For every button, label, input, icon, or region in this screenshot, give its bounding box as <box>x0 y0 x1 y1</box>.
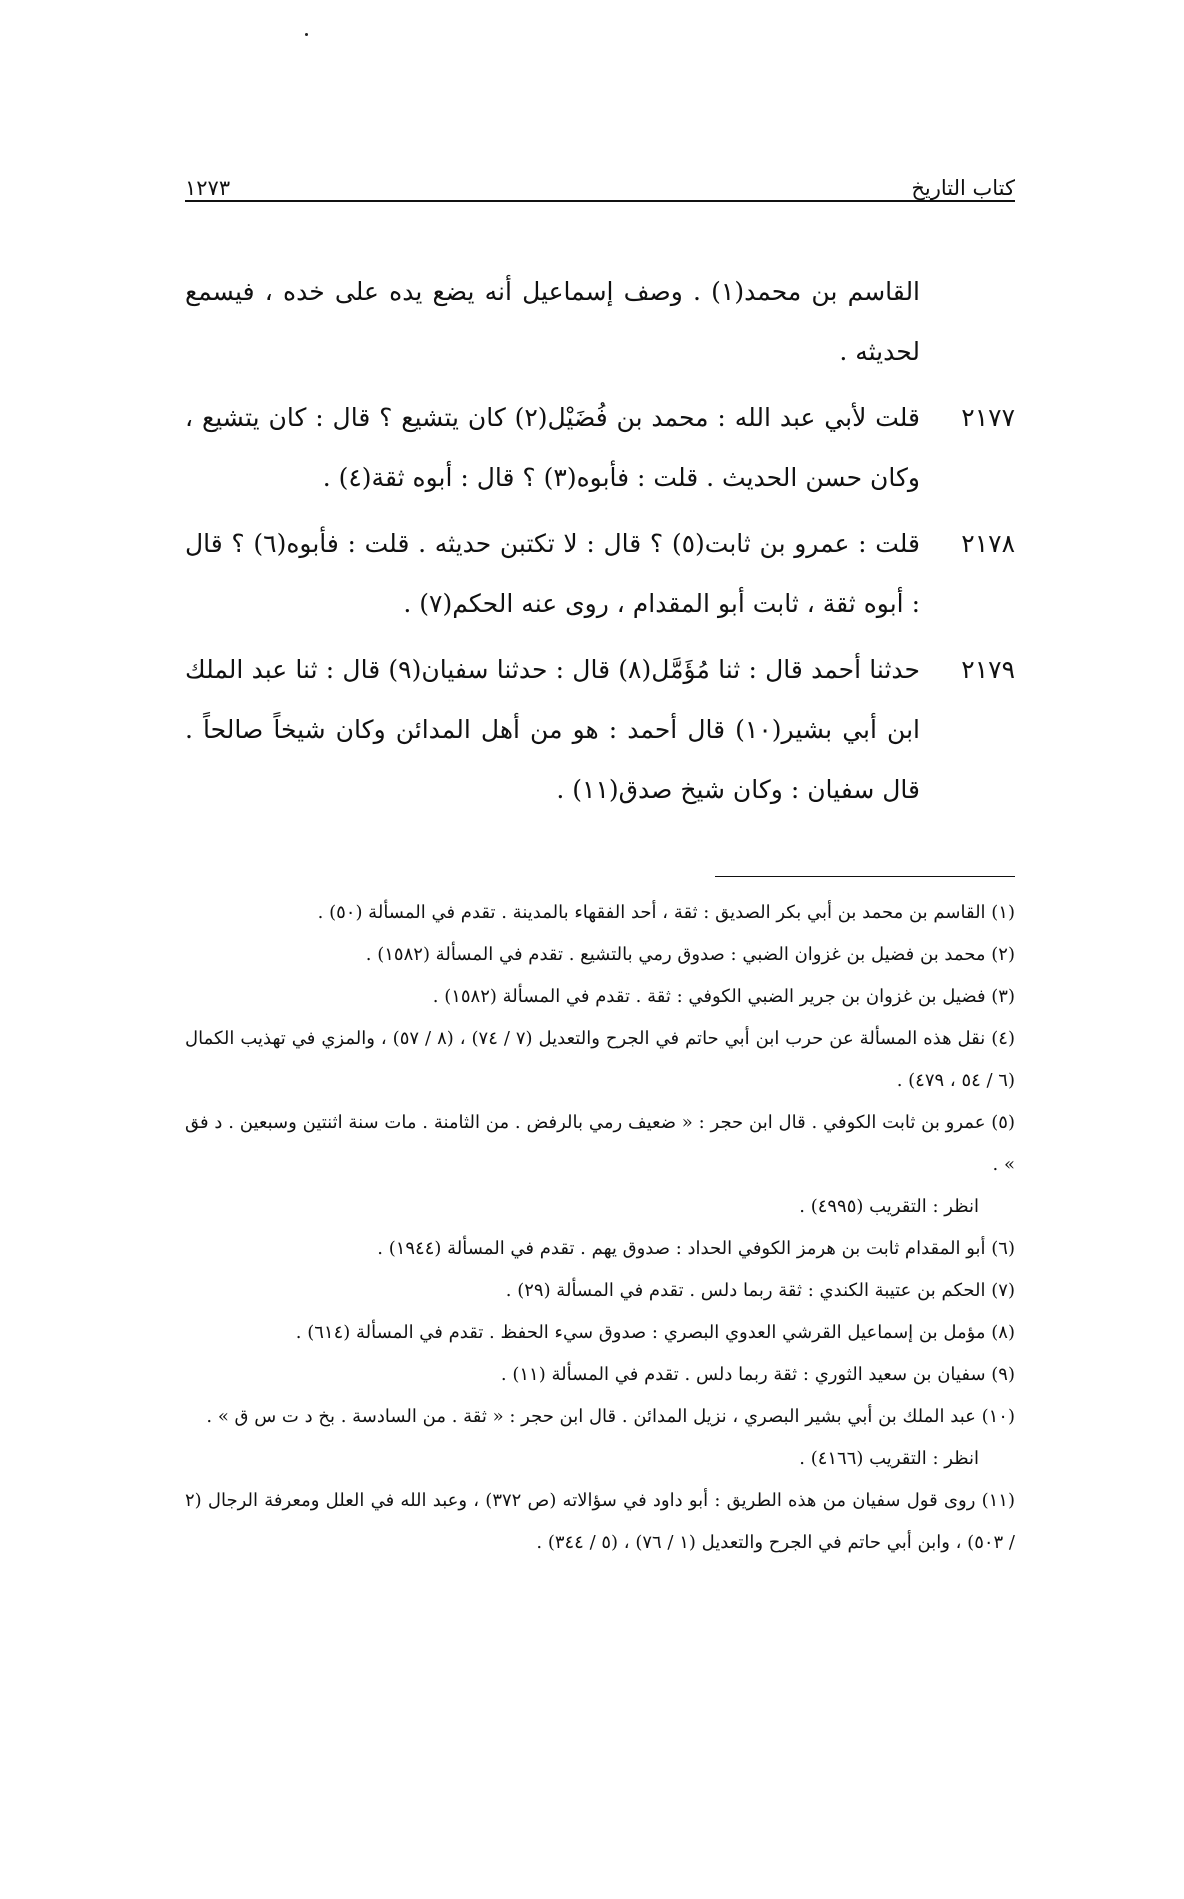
footnote-11: (١١) روى قول سفيان من هذه الطريق : أبو داود في سؤالاته (ص ٣٧٢) ، وعبد الله في العلل ومعرفة الرجال (٢ / ٥٠٣) ، وابن أبي حاتم في الجرح والتعديل (١ / ٧٦) ، (٥ / ٣٤٤) . <box>185 1490 1016 1553</box>
paragraph-number: ٢١٧٨ <box>961 529 1015 558</box>
footnote-2: (٢) محمد بن فضيل بن غزوان الضبي : صدوق رمي بالتشيع . تقدم في المسألة (١٥٨٢) . <box>365 944 1015 965</box>
paragraph-text: القاسم بن محمد(١) . وصف إسماعيل أنه يضع يده على خده ، فيسمع لحديثه . <box>185 277 921 366</box>
footnote-7: (٧) الحكم بن عتيبة الكندي : ثقة ربما دلس . تقدم في المسألة (٢٩) . <box>505 1280 1015 1301</box>
paragraph-number: ٢١٧٧ <box>961 403 1015 432</box>
paragraph-text: حدثنا أحمد قال : ثنا مُؤَمَّل(٨) قال : حدثنا سفيان(٩) قال : ثنا عبد الملك ابن أبي بشير(١٠) قال أحمد : هو من أهل المدائن وكان شيخاً صالحاً . قال سفيان : وكان شيخ صدق(١١) . <box>185 655 920 804</box>
page-header <box>185 158 1015 200</box>
paragraph-number: ٢١٧٩ <box>961 655 1015 684</box>
footnote-separator <box>715 876 1015 877</box>
footnote-10-reference: انظر : التقريب (٤١٦٦) . <box>799 1448 979 1469</box>
scan-speck <box>305 33 308 36</box>
paragraph-text: قلت : عمرو بن ثابت(٥) ؟ قال : لا تكتبن حديثه . قلت : فأبوه(٦) ؟ قال : أبوه ثقة ، ثابت أبو المقدام ، روى عنه الحكم(٧) . <box>185 529 921 618</box>
footnote-6: (٦) أبو المقدام ثابت بن هرمز الكوفي الحداد : صدوق يهم . تقدم في المسألة (١٩٤٤) . <box>377 1238 1015 1259</box>
footnote-8: (٨) مؤمل بن إسماعيل القرشي العدوي البصري : صدوق سيء الحفظ . تقدم في المسألة (٦١٤) . <box>295 1322 1015 1343</box>
main-text <box>185 262 1015 826</box>
paragraph-continuation <box>185 262 1015 382</box>
running-title: كتاب التاريخ <box>911 176 1015 200</box>
paragraph-text: قلت لأبي عبد الله : محمد بن فُضَيْل(٢) كان يتشيع ؟ قال : كان يتشيع ، وكان حسن الحديث . قلت : فأبوه(٣) ؟ قال : أبوه ثقة(٤) . <box>185 403 920 492</box>
footnote-9: (٩) سفيان بن سعيد الثوري : ثقة ربما دلس . تقدم في المسألة (١١) . <box>500 1364 1015 1385</box>
footnote-1: (١) القاسم بن محمد بن أبي بكر الصديق : ثقة ، أحد الفقهاء بالمدينة . تقدم في المسألة (٥٠) . <box>317 902 1015 923</box>
header-rule <box>185 200 1015 202</box>
footnote-4: (٤) نقل هذه المسألة عن حرب ابن أبي حاتم في الجرح والتعديل (٧ / ٧٤) ، (٨ / ٥٧) ، والمزي في تهذيب الكمال (٦ / ٥٤ ، ٤٧٩) . <box>185 1028 1015 1091</box>
page-number: ١٢٧٣ <box>185 176 231 200</box>
paragraph-2179 <box>185 640 1015 820</box>
footnote-5: (٥) عمرو بن ثابت الكوفي . قال ابن حجر : « ضعيف رمي بالرفض . من الثامنة . مات سنة اثنتين وسبعين . د فق » . <box>185 1112 1015 1175</box>
paragraph-2178 <box>185 514 1015 634</box>
paragraph-2177 <box>185 388 1015 508</box>
footnote-5-reference: انظر : التقريب (٤٩٩٥) . <box>799 1196 979 1217</box>
footnotes <box>185 892 1015 1564</box>
footnote-10: (١٠) عبد الملك بن أبي بشير البصري ، نزيل المدائن . قال ابن حجر : « ثقة . من السادسة . بخ د ت س ق » . <box>206 1406 1015 1427</box>
footnote-3: (٣) فضيل بن غزوان بن جرير الضبي الكوفي : ثقة . تقدم في المسألة (١٥٨٢) . <box>432 986 1015 1007</box>
